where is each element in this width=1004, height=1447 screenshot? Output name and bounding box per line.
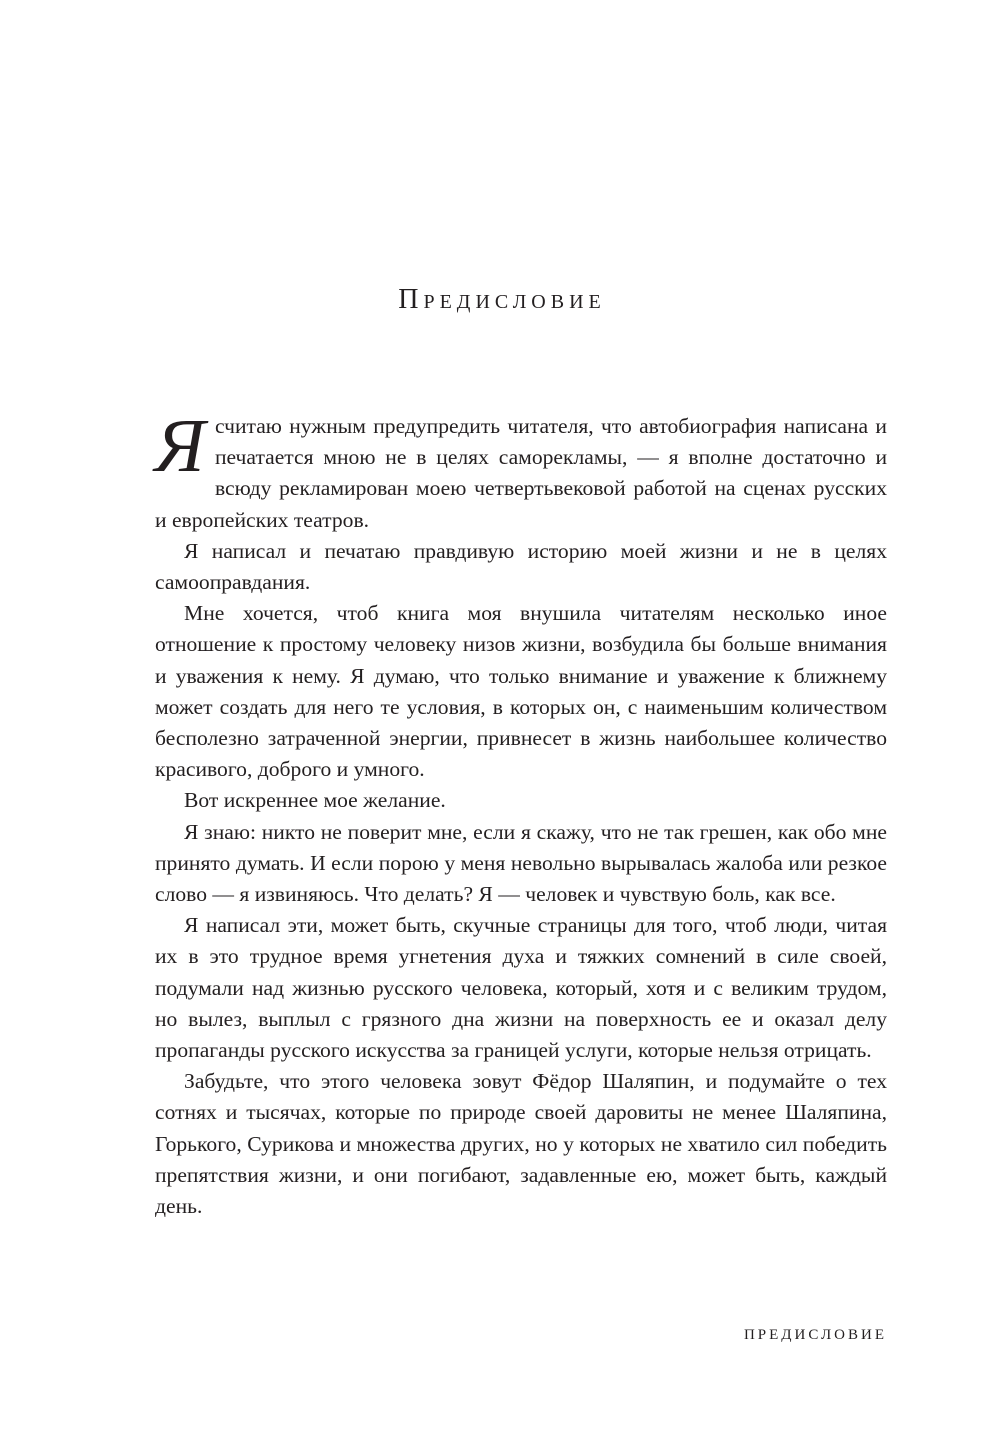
paragraph: Я написал эти, может быть, скучные страницы для того, чтоб люди, читая их в это трудное время угнетения духа и тяжких сомнений в силе своей, подумали над жизнью русского человека, который, хотя и с великим трудом, но вылез, выплыл с грязного дна жизни на поверхность ее и оказал делу пропаганды русского искусства за границей услуги, которые нельзя отрицать. xyxy=(155,913,887,1063)
paragraph: Я знаю: никто не поверит мне, если я скажу, что не так грешен, как обо мне принято думать. И если порою у меня невольно вырывалась жалоба или резкое слово — я извиняюсь. Что делать? Я — человек и чувствую боль, как все. xyxy=(155,819,887,907)
paragraph: Вот искреннее мое желание. xyxy=(184,788,446,813)
body-text xyxy=(155,404,887,1222)
running-head: ПРЕДИСЛОВИЕ xyxy=(743,1327,887,1343)
paragraph: Забудьте, что этого человека зовут Фёдор Шаляпин, и подумайте о тех сотнях и тысячах, которые по природе своей даровиты не менее Шаляпина, Горького, Сурикова и множества других, но у которых не хватило сил победить препятствия жизни, и они погибают, задавленные ею, может быть, каждый день. xyxy=(155,1069,887,1219)
paragraph: Я написал и печатаю правдивую историю моей жизни и не в целях самооправдания. xyxy=(155,538,887,595)
paragraph: Мне хочется, чтоб книга моя внушила читателям несколько иное отношение к простому человеку низов жизни, возбудила бы больше внимания и уважения к нему. Я думаю, что только внимание и уважение к ближнему может создать для него те условия, в которых он, с наименьшим количеством бесполезно затраченной энергии, привнесет в жизнь наибольшее количество красивого, доброго и умного. xyxy=(155,601,887,782)
paragraph-text: считаю нужным предупредить читателя, что автобиография написана и печатается мною не в целях саморекламы, — я вполне достаточно и всюду рекламирован моею четвертьвековой работой на сценах русских и европейских театров. xyxy=(155,414,887,532)
drop-cap: Я xyxy=(155,404,205,488)
page-title: Предисловие xyxy=(398,284,606,315)
paragraph xyxy=(155,404,887,536)
